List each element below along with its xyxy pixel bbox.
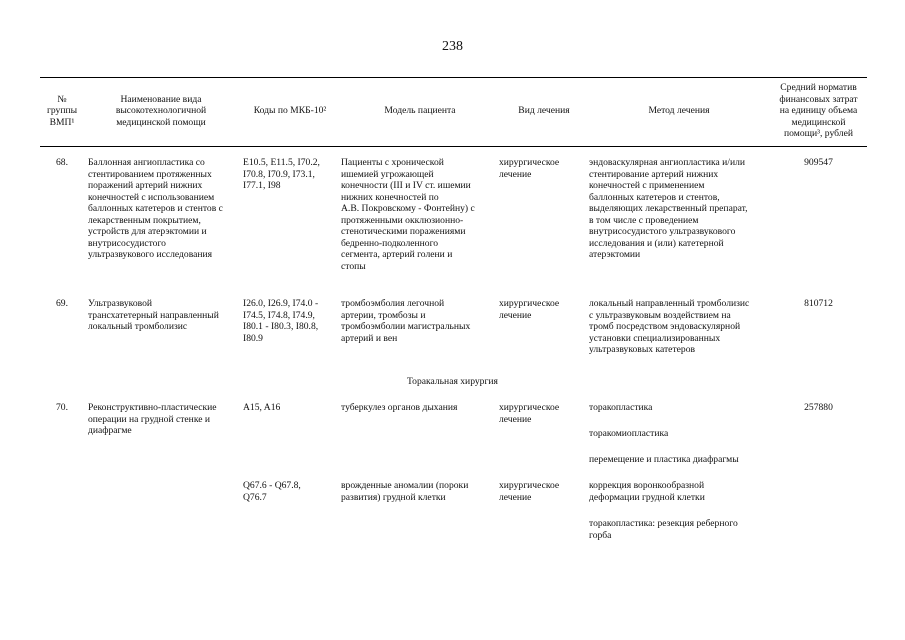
row-70-cost: 257880 bbox=[804, 402, 833, 413]
header-icd-codes: Коды по МКБ-10² bbox=[253, 105, 327, 117]
row-68-codes: E10.5, E11.5, I70.2, I70.8, I70.9, I73.1, I77.1, I98 bbox=[243, 157, 320, 191]
row-69-patient-model: тромбоэмболия легочной артерии, тромбозы и тромбоэмболии магистральных артерий и вен bbox=[341, 298, 471, 344]
row-68-cost: 909547 bbox=[804, 157, 833, 168]
page-number: 238 bbox=[442, 39, 463, 54]
row-68-number: 68. bbox=[56, 157, 68, 168]
row-69-method: локальный направленный тромболизис с ультразвуковым воздействием на тромб посредством эндоваскулярной установки специализированных ультразвуковых катетеров bbox=[589, 298, 750, 355]
row-70-codes-a: A15, A16 bbox=[243, 402, 281, 413]
header-cost: Средний норматив финансовых затрат на единицу объема медицинской помощи³, рублей bbox=[779, 82, 858, 140]
row-68-treatment-type: хирургическое лечение bbox=[499, 157, 560, 180]
row-70-method-a2: торакомиопластика bbox=[589, 428, 669, 439]
row-68-name: Баллонная ангиопластика со стентированием протяженных поражений артерий нижних конечностей с использованием баллонных катетеров и стентов с лекарственным покрытием, устройств для атерэктомии и внутрисосудистого ультразвукового исследования bbox=[88, 157, 223, 260]
row-68-patient-model: Пациенты с хронической ишемией угрожающей конечности (III и IV ст. ишемии нижних конечностей по А.В. Покровскому - Фонтейну) с протяженными окклюзионно- стенотическими поражениями бедренно-подколенного сегмента, артерий голени и стопы bbox=[341, 157, 475, 272]
row-69-codes: I26.0, I26.9, I74.0 - I74.5, I74.8, I74.9, I80.1 - I80.3, I80.8, I80.9 bbox=[243, 298, 319, 344]
row-70-method-a1: торакопластика bbox=[589, 402, 653, 413]
row-69-number: 69. bbox=[56, 298, 68, 309]
row-70-patient-model-b: врожденные аномалии (пороки развития) грудной клетки bbox=[341, 480, 469, 503]
row-69-name: Ультразвуковой трансхатетерный направленный локальный тромболизис bbox=[88, 298, 219, 332]
header-treatment-type: Вид лечения bbox=[518, 105, 570, 117]
row-70-method-b1: коррекция воронкообразной деформации грудной клетки bbox=[589, 480, 705, 503]
row-70-treatment-type-b: хирургическое лечение bbox=[499, 480, 560, 503]
row-70-method-b2: торакопластика: резекция реберного горба bbox=[589, 518, 738, 541]
row-69-cost: 810712 bbox=[804, 298, 833, 309]
header-treatment-method: Метод лечения bbox=[648, 105, 710, 117]
row-70-name: Реконструктивно-пластические операции на грудной стенке и диафрагме bbox=[88, 402, 217, 436]
row-69-treatment-type: хирургическое лечение bbox=[499, 298, 560, 321]
row-70-method-a3: перемещение и пластика диафрагмы bbox=[589, 454, 739, 465]
row-70-treatment-type-a: хирургическое лечение bbox=[499, 402, 560, 425]
row-70-patient-model-a: туберкулез органов дыхания bbox=[341, 402, 458, 413]
row-70-number: 70. bbox=[56, 402, 68, 413]
row-68-method: эндоваскулярная ангиопластика и/или стентирование артерий нижних конечностей с применением баллонных катетеров и стентов, выделяющих лекарственный препарат, в том числе с проведением внутрисосудистого ультразвукового исследования и (или) катетерной атерэктомии bbox=[589, 157, 748, 260]
section-title: Торакальная хирургия bbox=[407, 376, 498, 387]
header-patient-model: Модель пациента bbox=[384, 105, 456, 117]
header-group-number: № группы ВМП¹ bbox=[46, 93, 78, 128]
row-70-codes-b: Q67.6 - Q67.8, Q76.7 bbox=[243, 480, 301, 503]
header-care-type: Наименование вида высокотехнологичной медицинской помощи bbox=[115, 93, 207, 128]
